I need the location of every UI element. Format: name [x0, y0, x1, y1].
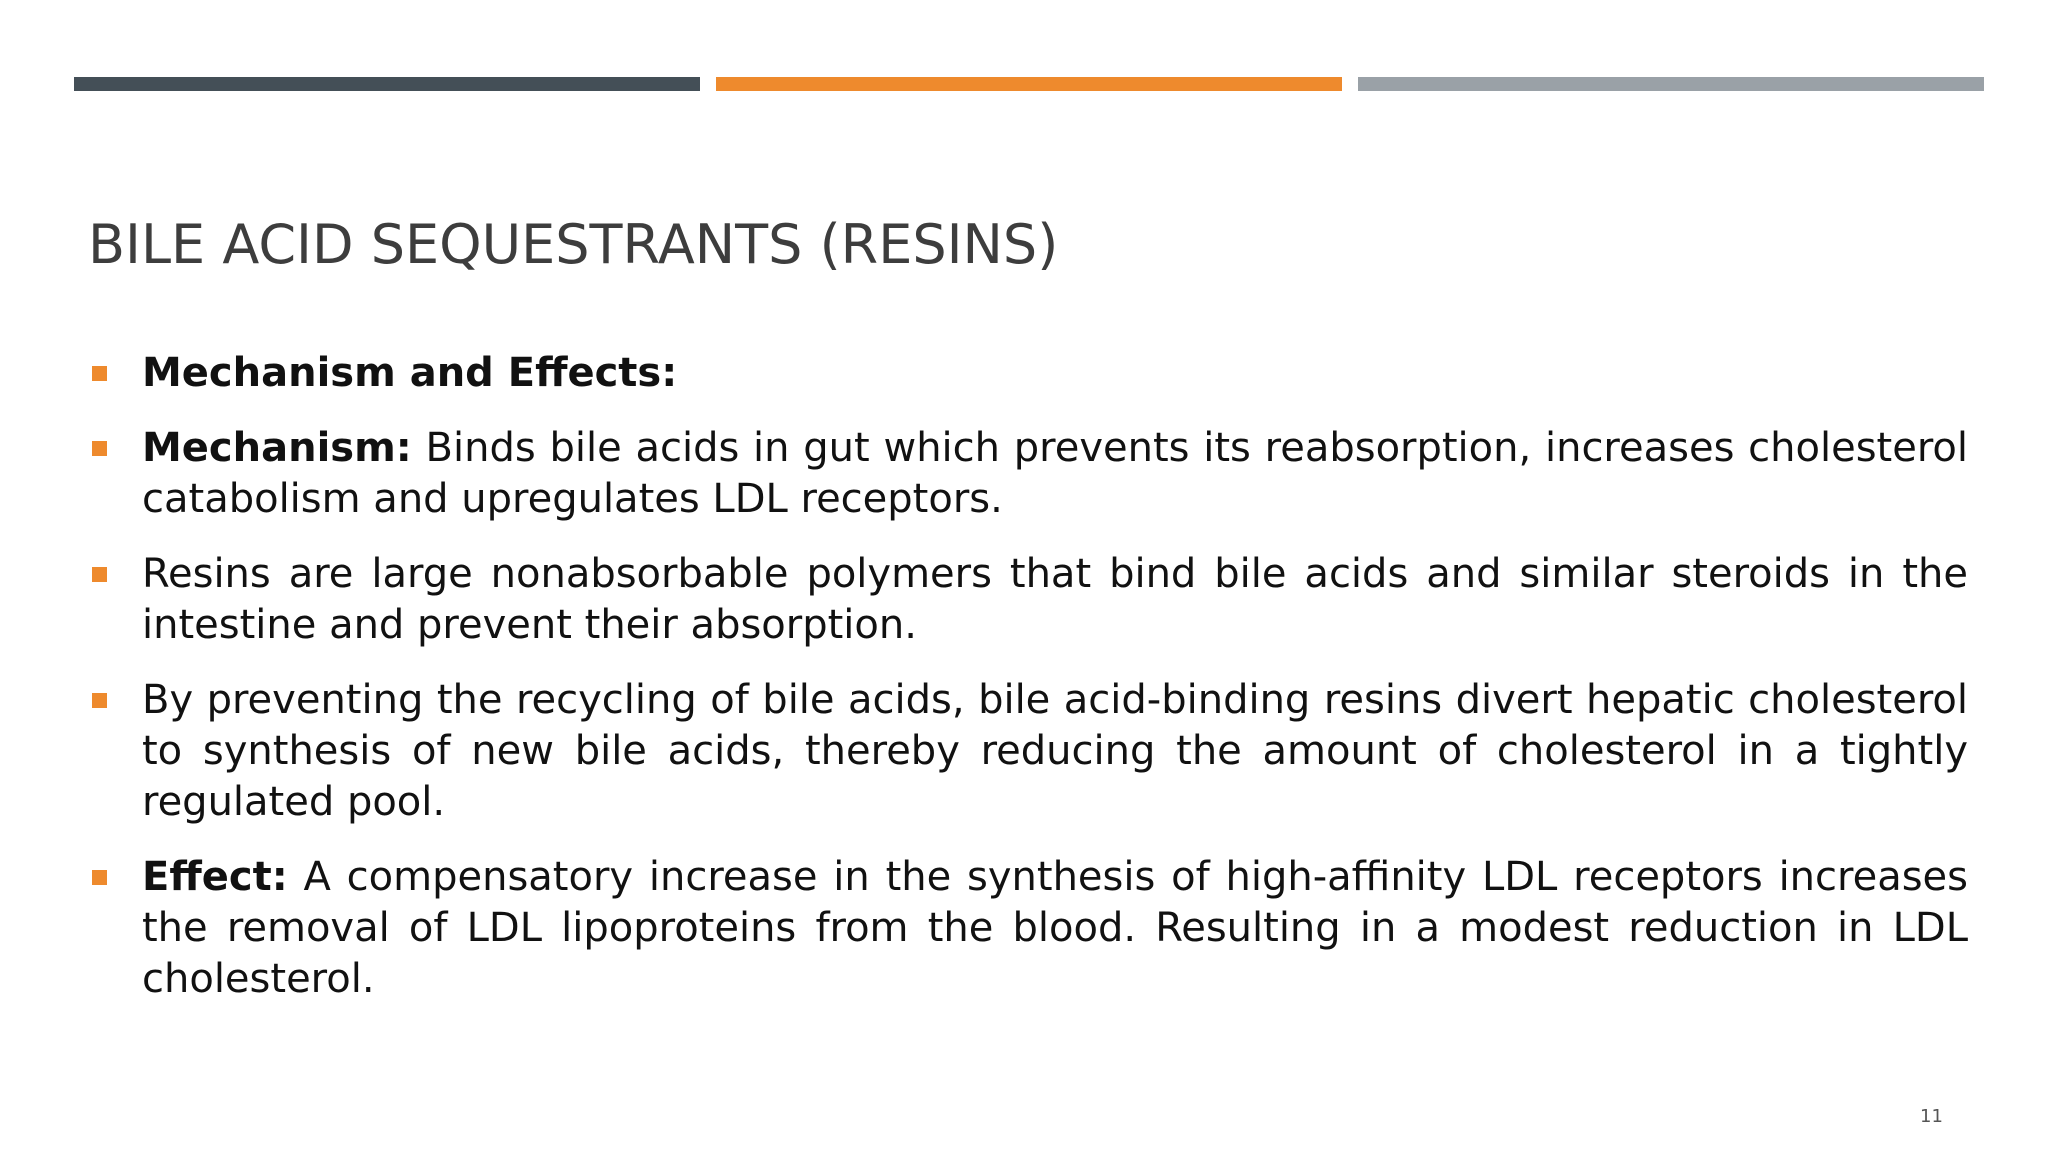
square-bullet-icon	[92, 567, 107, 582]
square-bullet-icon	[92, 693, 107, 708]
square-bullet-icon	[92, 870, 107, 885]
bullet-text: Resins are large nonabsorbable polymers that bind bile acids and similar steroids in the intestine and prevent their absorption.	[142, 551, 1968, 648]
bullet-lead: Mechanism and Effects:	[142, 350, 678, 396]
bullet-item-recycling	[92, 675, 1968, 828]
square-bullet-icon	[92, 441, 107, 456]
accent-bar-dark	[74, 77, 700, 91]
page-number: 11	[1920, 1106, 1943, 1127]
bullet-item-mechanism-and-effects	[92, 348, 1968, 399]
bullet-lead: Effect:	[142, 854, 288, 900]
bullet-lead: Mechanism:	[142, 425, 412, 471]
slide-title: BILE ACID SEQUESTRANTS (RESINS)	[88, 213, 1059, 277]
bullet-item-mechanism	[92, 423, 1968, 525]
bullet-text: A compensatory increase in the synthesis of high-affinity LDL receptors increases the removal of LDL lipoproteins from the blood. Resulting in a modest reduction in LDL cholesterol.	[142, 854, 1968, 1002]
accent-bar-orange	[716, 77, 1342, 91]
bullet-item-resins	[92, 549, 1968, 651]
bullet-list	[92, 348, 1968, 1029]
square-bullet-icon	[92, 366, 107, 381]
accent-bar-gray	[1358, 77, 1984, 91]
bullet-item-effect	[92, 852, 1968, 1005]
bullet-text: By preventing the recycling of bile acids, bile acid-binding resins divert hepatic cholesterol to synthesis of new bile acids, thereby reducing the amount of cholesterol in a tightly regulated pool.	[142, 677, 1968, 825]
bullet-text: Binds bile acids in gut which prevents its reabsorption, increases cholesterol catabolism and upregulates LDL receptors.	[142, 425, 1968, 522]
